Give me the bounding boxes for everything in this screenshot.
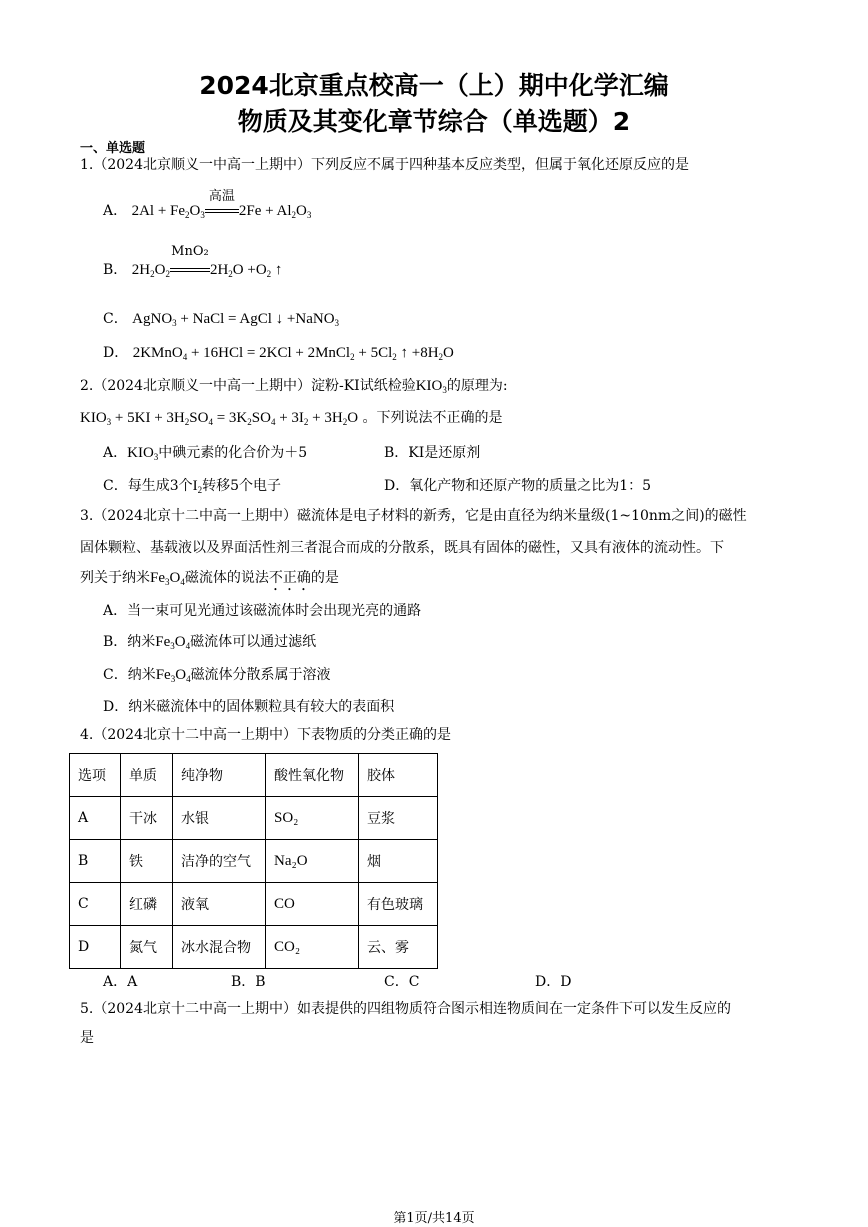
q3-stem-line1: 3.（2024北京十二中高一上期中）磁流体是电子材料的新秀，它是由直径为纳米量级(1~10nm之间)的磁性 (80, 508, 747, 524)
q2-option-c: C．每生成3个$I_2$转移5个电子 (103, 478, 282, 495)
q2-option-b: B．KI是还原剂 (384, 445, 481, 461)
table-cell: Na₂O (266, 840, 359, 883)
table-cell: 铁 (121, 840, 173, 883)
section-heading: 一、单选题 (80, 141, 146, 156)
table-cell: 豆浆 (359, 797, 438, 840)
table-cell: 水银 (173, 797, 266, 840)
table-cell: A (70, 797, 121, 840)
table-cell: C (70, 883, 121, 926)
table-cell: 烟 (359, 840, 438, 883)
table-cell: CO (266, 883, 359, 926)
table-row (70, 883, 438, 926)
q4-answer-c: C．C (384, 974, 420, 990)
table-row (70, 840, 438, 883)
q3-option-c: C．纳米$Fe_3O_4$磁流体分散系属于溶液 (103, 667, 331, 684)
page-footer: 第1页/共14页 (393, 1211, 475, 1226)
q2-stem: 2.（2024北京顺义一中高一上期中）淀粉-KI试纸检验$KIO_3$的原理为: (80, 378, 508, 395)
q3-option-d: D．纳米磁流体中的固体颗粒具有较大的表面积 (103, 699, 395, 715)
q2-equation: $KIO_3 + 5KI + 3H_2SO_4 = 3K_2SO_4 + 3I_2 + 3H_2O$ 。下列说法不正确的是 (80, 410, 503, 427)
q4-answer-a: A．A (103, 974, 138, 990)
q4-answer-d: D．D (535, 974, 572, 990)
table-header-row (70, 754, 438, 797)
table-cell: B (70, 840, 121, 883)
q3-option-a: A．当一束可见光通过该磁流体时会出现光亮的通路 (103, 603, 422, 619)
q1-stem: 1.（2024北京顺义一中高一上期中）下列反应不属于四种基本反应类型，但属于氧化还原反应的是 (80, 157, 689, 173)
q3-stem-line2: 固体颗粒、基载液以及界面活性剂三者混合而成的分散系，既具有固体的磁性，又具有液体的流动性。下 (80, 540, 724, 556)
q1-option-c: C． AgNO$_3$ + NaCl = AgCl ↓ +NaNO$_3$ (103, 311, 340, 328)
q1-option-d: D． 2KMnO$_4$ + 16HCl = 2KCl + 2MnCl$_2$ + $5Cl_2$ ↑ $+8H_2O$ (103, 345, 454, 362)
q5-stem-line2: 是 (80, 1030, 94, 1046)
table-header-cell: 胶体 (359, 754, 438, 797)
table-cell: 液氧 (173, 883, 266, 926)
table-cell: 氮气 (121, 926, 173, 969)
q2-option-d: D．氧化产物和还原产物的质量之比为1：5 (384, 478, 652, 494)
table-header-cell: 纯净物 (173, 754, 266, 797)
table-cell: 冰水混合物 (173, 926, 266, 969)
q3-option-b: B．纳米$Fe_3O_4$磁流体可以通过滤纸 (103, 634, 317, 651)
table-cell: 有色玻璃 (359, 883, 438, 926)
q1-option-a: A． $2Al + Fe_2O_3$ 高温 $2Fe + Al_2O_3$ (103, 189, 312, 220)
q4-stem: 4.（2024北京十二中高一上期中）下表物质的分类正确的是 (80, 727, 451, 743)
page-title: 2024北京重点校高一（上）期中化学汇编 (199, 71, 669, 100)
q5-stem-line1: 5.（2024北京十二中高一上期中）如表提供的四组物质符合图示相连物质间在一定条件下可以发生反应的 (80, 1001, 731, 1017)
table-row (70, 797, 438, 840)
q2-option-a: A．$KIO_3$中碘元素的化合价为＋5 (103, 445, 308, 462)
table-header-cell: 选项 (70, 754, 121, 797)
table-cell: SO₂ (266, 797, 359, 840)
table-cell: 红磷 (121, 883, 173, 926)
q4-answer-b: B．B (231, 974, 266, 990)
table-cell: 云、雾 (359, 926, 438, 969)
table-header-cell: 单质 (121, 754, 173, 797)
q3-stem-line3: 列关于纳米$Fe_3O_4$磁流体的说法不正确的是 (80, 570, 339, 587)
table-cell: D (70, 926, 121, 969)
classification-table (69, 753, 438, 969)
table-header-cell: 酸性氧化物 (266, 754, 359, 797)
table-cell: 洁净的空气 (173, 840, 266, 883)
table-cell: CO₂ (266, 926, 359, 969)
table-row (70, 926, 438, 969)
page-subtitle: 物质及其变化章节综合（单选题）2 (237, 107, 631, 136)
q1-option-b: B． $2H_2O_2$ MnO₂ $2H_2O +O_2$ ↑ (103, 244, 283, 279)
table-cell: 干冰 (121, 797, 173, 840)
